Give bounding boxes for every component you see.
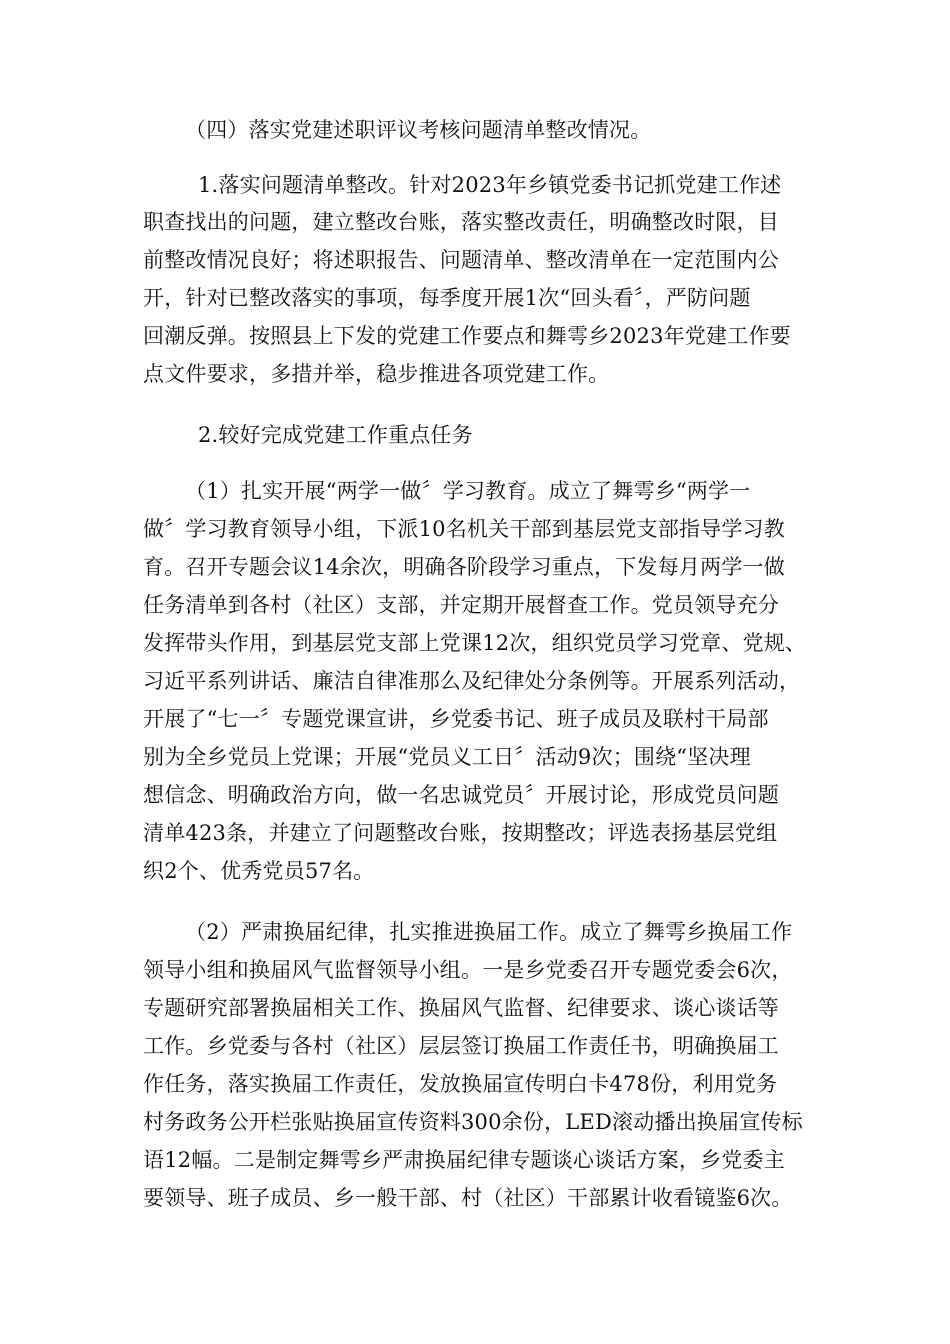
paragraph-1-line-2: 职查找出的问题，建立整改台账，落实整改责任，明确整改时限，目: [143, 210, 779, 234]
paragraph-1-line-4: 开，针对已整改落实的事项，每季度开展1次“回头看〞，严防问题: [143, 286, 751, 310]
paragraph-1-line-5: 回潮反弹。按照县上下发的党建工作要点和舞雩乡2023年党建工作要: [143, 324, 791, 348]
paragraph-4-line-3: 专题研究部署换届相关工作、换届风气监督、纪律要求、谈心谈话等: [143, 996, 779, 1020]
paragraph-4-line-8: 要领导、班子成员、乡一般干部、村（社区）干部累计收看镜鉴6次。: [143, 1186, 793, 1210]
paragraph-3-line-11: 织2个、优秀党员57名。: [143, 859, 375, 883]
paragraph-3-line-1: （1）扎实开展“两学一做〞学习教育。成立了舞雩乡“两学一: [185, 479, 751, 503]
paragraph-3-line-8: 别为全乡党员上党课；开展“党员义工日〞活动9次；围绕“坚决理: [143, 745, 751, 769]
paragraph-1-line-6: 点文件要求，多措并举，稳步推进各项党建工作。: [143, 362, 610, 386]
paragraph-4-line-5: 作任务，落实换届工作责任，发放换届宣传明白卡478份，利用党务: [143, 1072, 778, 1096]
paragraph-3-line-6: 习近平系列讲话、廉洁自律准那么及纪律处分条例等。开展系列活动，: [143, 669, 801, 693]
paragraph-3-line-5: 发挥带头作用，到基层党支部上党课12次，组织党员学习党章、党规、: [143, 631, 807, 655]
paragraph-4-line-2: 领导小组和换届风气监督领导小组。一是乡党委召开专题党委会6次，: [143, 958, 793, 982]
paragraph-1-line-3: 前整改情况良好；将述职报告、问题清单、整改清单在一定范围内公: [143, 248, 779, 272]
paragraph-3-line-7: 开展了“七一〞专题党课宣讲，乡党委书记、班子成员及联村干局部: [143, 707, 769, 731]
paragraph-3-line-10: 清单423条，并建立了问题整改台账，按期整改；评选表扬基层党组: [143, 821, 778, 845]
section-heading: （四）落实党建述职评议考核问题清单整改情况。: [185, 118, 652, 142]
subheading-2: 2.较好完成党建工作重点任务: [198, 423, 473, 447]
paragraph-1-line-1: 1.落实问题清单整改。针对2023年乡镇党委书记抓党建工作述: [198, 173, 782, 197]
paragraph-3-line-9: 想信念、明确政治方向，做一名忠诚党员〞开展讨论，形成党员问题: [143, 783, 779, 807]
paragraph-3-line-3: 育。召开专题会议14余次，明确各阶段学习重点，下发每月两学一做: [143, 555, 785, 579]
paragraph-4-line-6: 村务政务公开栏张贴换届宣传资料300余份，LED滚动播出换届宣传标: [143, 1110, 803, 1134]
paragraph-3-line-4: 任务清单到各村（社区）支部，并定期开展督查工作。党员领导充分: [143, 593, 779, 617]
paragraph-4-line-7: 语12幅。二是制定舞雩乡严肃换届纪律专题谈心谈话方案，乡党委主: [143, 1148, 785, 1172]
paragraph-4-line-4: 工作。乡党委与各村（社区）层层签订换届工作责任书，明确换届工: [143, 1034, 779, 1058]
paragraph-4-line-1: （2）严肃换届纪律，扎实推进换届工作。成立了舞雩乡换届工作: [185, 920, 793, 944]
paragraph-3-line-2: 做〞学习教育领导小组，下派10名机关干部到基层党支部指导学习教: [143, 517, 785, 541]
